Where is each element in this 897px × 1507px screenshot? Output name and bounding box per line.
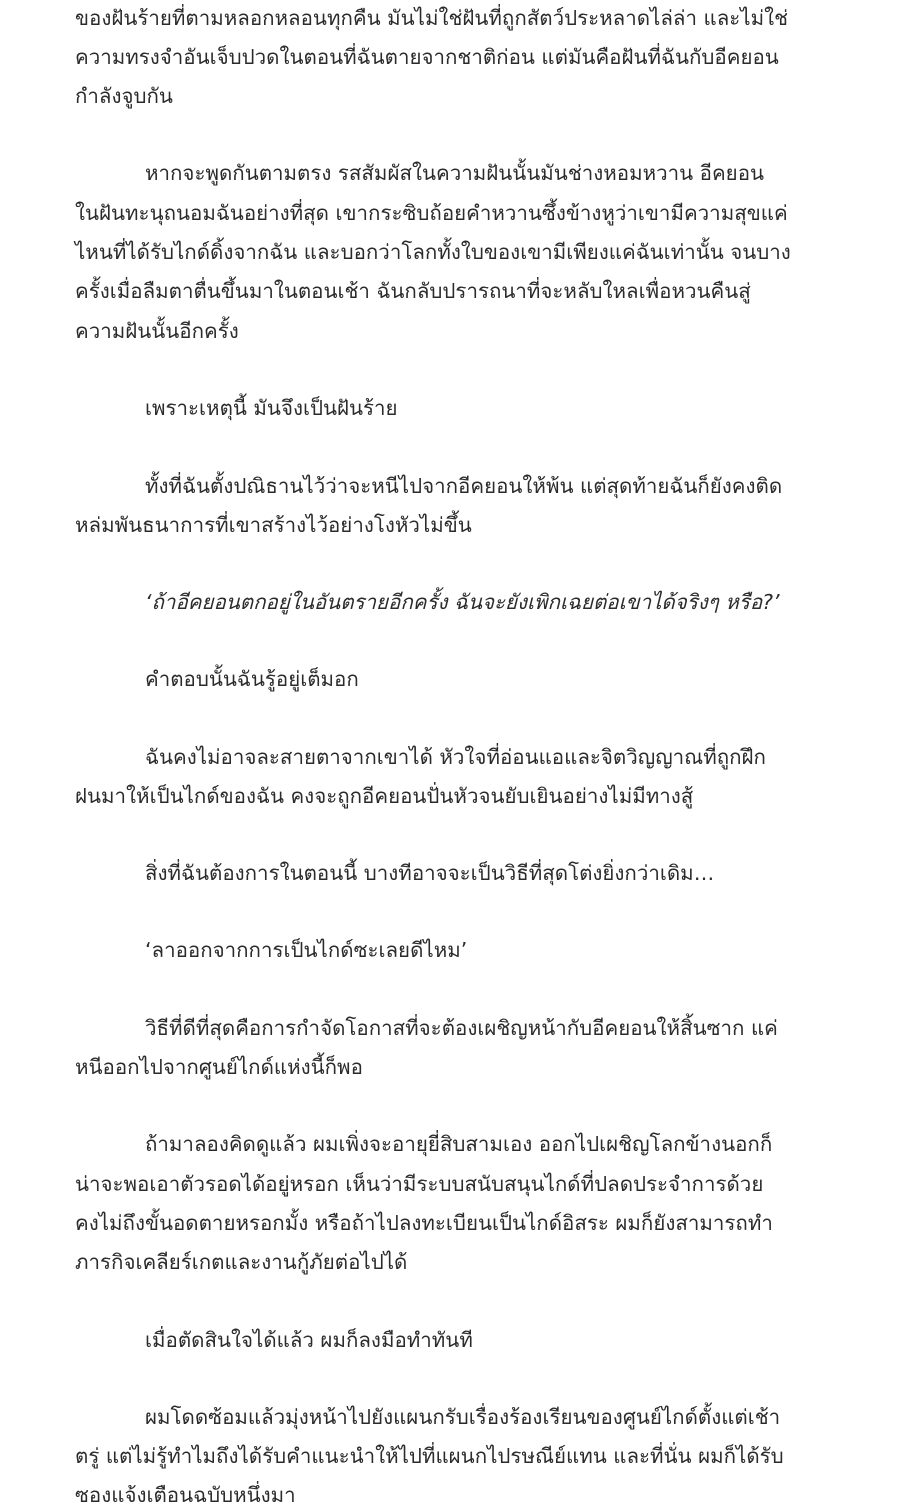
paragraph-line: ความทรงจำอันเจ็บปวดในตอนที่ฉันตายจากชาติก่อน แต่มันคือฝันที่ฉันกับอีคยอน [75, 45, 779, 69]
paragraph-line: ทั้งที่ฉันตั้งปณิธานไว้ว่าจะหนีไปจากอีคยอนให้พ้น แต่สุดท้ายฉันก็ยังคงติด [145, 474, 783, 498]
paragraph-line: ตรู่ แต่ไม่รู้ทำไมถึงได้รับคำแนะนำให้ไปที่แผนกไปรษณีย์แทน และที่นั่น ผมก็ได้รับ [75, 1444, 784, 1468]
paragraph-line: ซองแจ้งเตือนฉบับหนึ่งมา [75, 1483, 296, 1507]
paragraph-line: คำตอบนั้นฉันรู้อยู่เต็มอก [145, 667, 359, 691]
paragraph-line: หล่มพันธนาการที่เขาสร้างไว้อย่างโงหัวไม่ขึ้น [75, 513, 472, 537]
paragraph-line: หนีออกไปจากศูนย์ไกด์แห่งนี้ก็พอ [75, 1055, 363, 1079]
paragraph-line: เมื่อตัดสินใจได้แล้ว ผมก็ลงมือทำทันที [145, 1328, 473, 1352]
paragraph-line: กำลังจูบกัน [75, 84, 173, 108]
paragraph-line: ครั้งเมื่อลืมตาตื่นขึ้นมาในตอนเช้า ฉันกลับปรารถนาที่จะหลับใหลเพื่อหวนคืนสู่ [75, 279, 751, 303]
paragraph-line: ภารกิจเคลียร์เกตและงานกู้ภัยต่อไปได้ [75, 1250, 408, 1274]
paragraph-line: วิธีที่ดีที่สุดคือการกำจัดโอกาสที่จะต้องเผชิญหน้ากับอีคยอนให้สิ้นซาก แค่ [145, 1016, 778, 1040]
paragraph-line: คงไม่ถึงขั้นอดตายหรอกมั้ง หรือถ้าไปลงทะเบียนเป็นไกด์อิสระ ผมก็ยังสามารถทำ [75, 1211, 773, 1235]
paragraph-line: ในฝันทะนุถนอมฉันอย่างที่สุด เขากระซิบถ้อยคำหวานซึ้งข้างหูว่าเขามีความสุขแค่ [75, 201, 788, 225]
paragraph-line: ไหนที่ได้รับไกด์ดิ้งจากฉัน และบอกว่าโลกทั้งใบของเขามีเพียงแค่ฉันเท่านั้น จนบาง [75, 240, 791, 264]
paragraph-line: หากจะพูดกันตามตรง รสสัมผัสในความฝันนั้นมันช่างหอมหวาน อีคยอน [145, 161, 765, 185]
paragraph-line: ของฝันร้ายที่ตามหลอกหลอนทุกคืน มันไม่ใช่ฝันที่ถูกสัตว์ประหลาดไล่ล่า และไม่ใช่ [75, 6, 789, 30]
paragraph-line: ‘ถ้าอีคยอนตกอยู่ในอันตรายอีกครั้ง ฉันจะยังเพิกเฉยต่อเขาได้จริงๆ หรือ?’ [145, 590, 780, 614]
paragraph-line: ถ้ามาลองคิดดูแล้ว ผมเพิ่งจะอายุยี่สิบสามเอง ออกไปเผชิญโลกข้างนอกก็ [145, 1132, 773, 1156]
paragraph-line: ผมโดดซ้อมแล้วมุ่งหน้าไปยังแผนกรับเรื่องร้องเรียนของศูนย์ไกด์ตั้งแต่เช้า [145, 1405, 781, 1429]
paragraph-line: ฝนมาให้เป็นไกด์ของฉัน คงจะถูกอีคยอนปั่นหัวจนยับเยินอย่างไม่มีทางสู้ [75, 784, 694, 808]
paragraph-line: ฉันคงไม่อาจละสายตาจากเขาได้ หัวใจที่อ่อนแอและจิตวิญญาณที่ถูกฝึก [145, 745, 766, 769]
paragraph-line: เพราะเหตุนี้ มันจึงเป็นฝันร้าย [145, 396, 398, 420]
paragraph-line: น่าจะพอเอาตัวรอดได้อยู่หรอก เห็นว่ามีระบบสนับสนุนไกด์ที่ปลดประจำการด้วย [75, 1172, 764, 1196]
paragraph-line: สิ่งที่ฉันต้องการในตอนนี้ บางทีอาจจะเป็นวิธีที่สุดโต่งยิ่งกว่าเดิม… [145, 861, 715, 885]
paragraph-line: ‘ลาออกจากการเป็นไกด์ซะเลยดีไหม’ [145, 938, 468, 962]
paragraph-line: ความฝันนั้นอีกครั้ง [75, 319, 239, 343]
